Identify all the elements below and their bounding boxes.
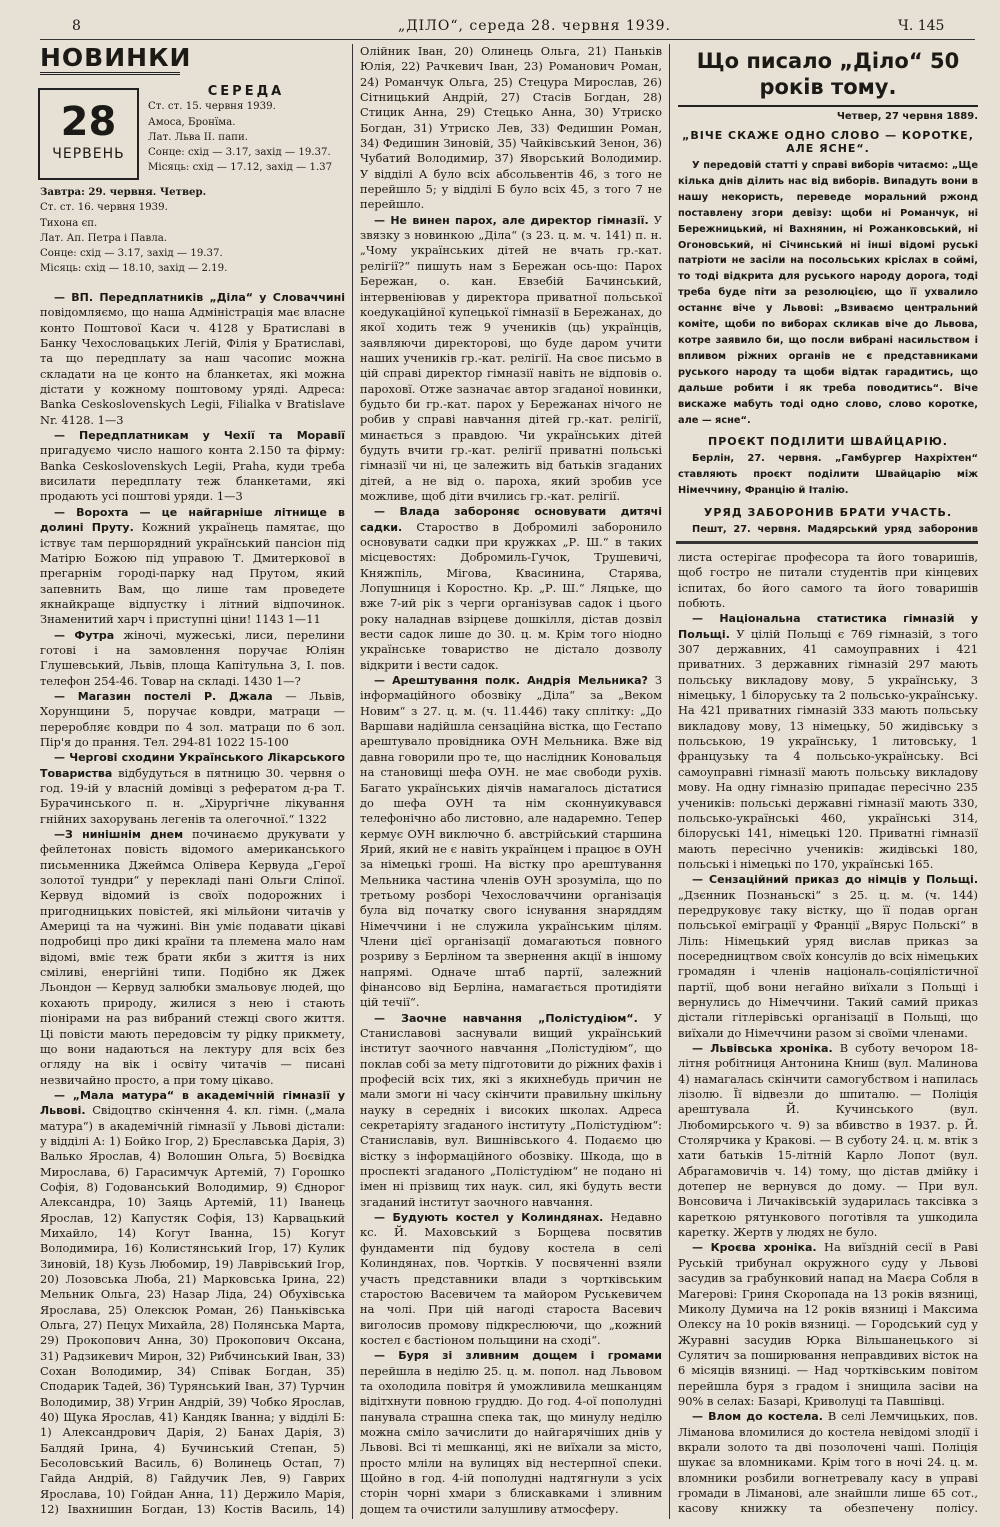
- box-headline: УРЯД ЗАБОРОНИВ БРАТИ УЧАСТЬ.: [703, 506, 953, 520]
- news-text: В суботу вечором 18-літня робітниця Антонина Книш (вул. Малинова 4) намагалась скінчити самогубством і напилась лізолю. Її відвезли до шпиталю. — Поліція арештувала Й. Кучинського (вул. Любомирського ч. 9) за вбивство в 1937. р. Й. Столярчика у Кракові. — В суботу 24. ц. м. втік з хати батьків 15-літній Карло Лопот (вул. Абрагамовичів ч. 14) тому, що дістав дмійку і дотепер не вернувся до дому. — При вул. Вонсовича і Личаківській зударилась таксівка з кареткою рятункового поготівля та ушкодила каретку. Жертв у людях не було.: [678, 1041, 978, 1240]
- news-item: [40, 827, 345, 1088]
- masthead-rule: [40, 39, 975, 40]
- tomorrow-line: Ст. ст. 16. червня 1939.: [40, 202, 168, 214]
- calendar-line: Місяць: схід — 17.12, захід — 1.37: [148, 162, 333, 174]
- calendar-line: Ст. ст. 15. червня 1939.: [148, 101, 276, 113]
- news-headline: — Магазин постелі Р. Джала: [54, 689, 273, 703]
- news-text: Свідоцтво скінчення 4. кл. гімн. („мала матура“) в академічній гімназії у Львові дістали: у відділі А: 1) Бойко Ігор, 2) Бреславська Дарія, 3) Валько Ярослав, 4) Волошин Ольга, 5) Воєвідка Мирослава, 6) Гарасимчук Артемій, 7) Горошко Софія, 8) Годованський Володимир, 9) Єднорог Александра, 10) Заяць Артемій, 11) Іванець Ярослав, 12) Капустяк Софія, 13) Карвацький Михайло, 14) Когут Іванна, 15) Когут Володимира, 16) Колистянський Ігор, 17) Кулик Зиновій, 18) Кузь Любомир, 19) Лаврівський Ігор, 20) Лозовська Люба, 21) Марковська Ірина, 22) Мельник Ольга, 23) Назар Ліда, 24) Обухівська Ярослава, 25) Олексюк Роман, 26) Паньківська Ольга, 27) Пецух Михайла, 28) Полянська Марта, 29) Прокопович Анна, 30) Прокопович Оксана, 31) Радзикевич Мирон, 32) Рибчинський Іван, 33) Сохан Володимир, 34) Співак Богдан, 35) Сподарик Тадей, 36) Турянський Іван, 37) Турчин Володимир, 38) Угрин Андрій, 39) Чобко Ярослав, 40) Щука Ярослав, 41) Кандяк Іванна; у відділі Б: 1) Александрович Дарія, 2) Банах Дарія, 3) Балдяй Ірина, 4) Бучинський Степан, 5) Бесоловський Василь, 6) Волинець Остап, 7) Гайда Андрій, 8) Гайдучик Лев, 9) Гаврих Ярослава, 10) Гойдан Анна, 11) Держило Марія, 12) Івахнишин Богдан, 13) Костів Василь, 14): [40, 1103, 345, 1515]
- news-headline: — Буря зі зливним дощем і громами: [374, 1349, 662, 1363]
- news-text: Староство в Добромилі заборонило основувати садки при кружках „Р. Ш.“ в таких місцевостях: Добромиль-Гучок, Трушевичі, Княжпіль, Мігова, Квасинина, Старява, Лопушниця і Коростно. Кр. „Р. Ш.“ Ляцьке, що вже 7-ий рік з черги організував садок і цього року наладнав взірцеве дошкілля, дістав дозвіл вести садок лише до 30. ц. м. Крім того ніодно українське товариство не дістало дозволу відкрити і вести садок.: [360, 519, 662, 672]
- news-text: відбудуться в пятницю 30. червня о год. 19-ій у власній домівці з рефератом д-ра Т. Бурачинського п. н. „Хірургічне лікування гнійних захорувань легенів та олегочної.“ 1322: [40, 765, 345, 826]
- box-text: Пешт, 27. червня. Мадярський уряд заборонив: [692, 524, 978, 536]
- issue-number: Ч. 145: [898, 18, 945, 34]
- column-1: [40, 290, 345, 1515]
- tomorrow-line: Сонце: схід — 3.17, захід — 19.37.: [40, 248, 223, 260]
- news-headline: —З нинішнім днем: [54, 828, 184, 842]
- news-headline: — Заочне навчання „Полістудіюм“.: [374, 1011, 638, 1025]
- news-item: [678, 1240, 978, 1409]
- masthead-title: „ДІЛО“, середа 28. червня 1939.: [398, 18, 671, 34]
- news-item: [360, 44, 662, 213]
- masthead: [0, 14, 1000, 38]
- news-text: починаємо друкувати у фейлетонах повість відомого американського письменника Джеймса Олівера Кервуда „Герої золотої тундри“ у перекладі пані Ольги Сліпої. Кервуд відомий із своїх подорожних і пригодницьких повістей, які мільйони читачів у Америці та на чужині. Він уміє подавати цікаві подробиці про дикі країни та племена мало нам відомі, вміє теж брати якби з життя із них сміливі, енергійні типи. Подібно як Джек Льондон — Кервуд залюбки змальовує людей, що кохають природу, жилися з нею і стають піонірами на раз вибраний стежці свого життя. Ці повісти мають передовсім ту рідку прикмету, що вони надаються на лектуру для всіх без огляду на вік і освіту читачів — писані незвичайно просто, а при тому цікаво.: [40, 827, 345, 1087]
- news-text: пригадуємо число нашого конта 2.150 та фірму: Banka Ceskoslovenskych Legii, Praha, куди треба висилати передплату теж бланкетами, які продають усі поштові уряди. 1—3: [40, 443, 345, 504]
- column-divider: [352, 44, 353, 1519]
- box-date: Четвер, 27 червня 1889.: [836, 111, 978, 122]
- news-item: [678, 550, 978, 611]
- news-item: [360, 213, 662, 505]
- news-headline: — Ворохта — це найгарніше літнище в долині Пруту.: [40, 505, 345, 535]
- news-item: [40, 505, 345, 628]
- news-item: [678, 1409, 978, 1515]
- news-headline: — Арештування полк. Андрія Мельника?: [374, 674, 648, 688]
- news-item: [40, 290, 345, 428]
- news-item: [360, 1011, 662, 1210]
- news-headline: — Влада забороняє основувати дитячі садки.: [360, 505, 662, 534]
- box-text: У передовій статті у справі виборів читаємо: „Ще кілька днів ділить нас від виборів. Випадуть вони в нашу некористь, переведе моральний ржонд поставлену згори девізу: щоби ні Романчук, ні Бережницький, ні Вахнянин, ні Рожанковський, ні Огоновський, ні Січинський ні інші відомі руські патріоти не засіли на посольських кріслах в соймі, то тоді відкрита для руського народу дорога, тоді треба буде піти за резолюцією, що її ухвалило останнє віче у Львові: „Взиваємо центральний коміте, щоби по виборах скликав віче до Львова, котре заявило би, що посли вибрані насильством і впливом ріжних органів не є представниками руського народу та щоби відтак гарадитись, що дальше робити і як треба поводитись“. Віче вискаже мабуть тоді одно слово, слово коротке, але — ясне“.: [678, 160, 978, 426]
- news-item: [40, 1088, 345, 1515]
- news-item: [40, 428, 345, 505]
- news-headline: — Передплатникам у Чехії та Моравії: [54, 429, 345, 443]
- news-item: [360, 1348, 662, 1515]
- column-2: [360, 44, 662, 1515]
- page-number: 8: [72, 18, 81, 34]
- news-text: жіночі, мужеські, лиси, перелини готові і на замовлення поручає Юліян Глушевський, Львів, площа Капітульна 3, І. пов. телефон 254-46. Товар на складі. 1430 1—?: [40, 627, 345, 688]
- news-text: Олійник Іван, 20) Олинець Ольга, 21) Паньків Юлія, 22) Рачкевич Іван, 23) Романович Роман, 24) Романчук Ольга, 25) Стецура Мирослав, 26) Сітницький Андрій, 27) Стасів Богдан, 28) Стицик Анна, 29) Стецько Анна, 30) Утриско Богдан, 31) Утриско Лев, 33) Федишин Роман, 34) Федишин Зиновій, 35) Чайківський Зенон, 36) Чубатий Володимир, 37) Яворський Володимир. У відділі А було всіх абсольвентів 46, з того не перейшло 5; у відділі Б було всіх 45, з того 7 не перейшло.: [360, 44, 662, 212]
- column-3: [678, 550, 978, 1515]
- news-headline: — Львівська хроніка.: [692, 1042, 833, 1055]
- news-text: повідомляємо, що наша Адміністрація має власне конто Поштової Каси ч. 4128 у Братиславі в Банку Чехословацьких Легій, Філія у Братиславі, та що передплату за наш часопис можна складати на це конто на бланкетах, які можна дістати у кожному поштовому уряді. Адреса: Banka Ceskoslovenskych Legii, Filialka v Bratislave Nr. 4128. 1—3: [40, 305, 345, 427]
- news-item: [678, 611, 978, 872]
- news-text: В селі Лемчицьких, пов. Ліманова вломилися до костела невідомі злодії і вкрали золото та дві позолочені чаші. Поліція шукає за вломниками. Крім того в ночі 24. ц. м. вломники розбили вогнетревалу касу в управі громади в Ліманові, але знайшли лише 65 сот., касову книжку та обезпечену полісу.: [678, 1409, 978, 1515]
- news-text: — Львів, Хорунщини 5, поручає ковдри, матраци — переробляє ковдри по 4 зол. матраци по 6 зол. Пір'я до прання. Тел. 294-81 1022 15-100: [40, 688, 345, 749]
- news-item: [360, 1210, 662, 1348]
- box-headline: „ВІЧЕ СКАЖЕ ОДНО СЛОВО — КОРОТКЕ, АЛЕ ЯСНЕ“.: [682, 129, 974, 155]
- news-item: [40, 628, 345, 689]
- tomorrow-line: Завтра: 29. червня. Четвер.: [40, 186, 207, 198]
- news-headline: — „Мала матура“ в академічній гімназії у Львові.: [40, 1088, 345, 1118]
- news-text: У цілій Польщі є 769 гімназій, з того 307 державних, 41 самоуправних і 421 приватних. З державних гімназій 297 мають польську викладову мову, 5 українську, 3 німецьку, 1 білоруську та 2 польсько-українську. На 421 приватних гімназій 333 мають польську викладову мову, 13 німецьку, 50 жидівську з польською, 19 українську, 1 литовську, 1 французьку та 4 польсько-українську. Всі самоуправні гімназії мають польську викладову мову. На одну гімназію припадає пересічно 235 учеників: польські державні гімназії мають 330, польсько-українські 460, українські 314, білоруські 141, німецькі 120. Приватні гімназії мають пересічно учеників: жидівські 180, польські і німецькі по 170, українські 165.: [678, 626, 978, 871]
- news-item: [678, 1041, 978, 1240]
- news-headline: — Будують костел у Колиндянах.: [374, 1211, 604, 1225]
- news-headline: — Кроєва хроніка.: [692, 1241, 817, 1255]
- news-text: У звязку з новинкою „Діла“ (з 23. ц. м. ч. 141) п. н. „Чому українських дітей не вчать гр.-кат. релігії?“ пишуть нам з Бережан ось-що: Парох Бережан, о. кан. Евзебій Бачинський, інтервеніював у директора приватної польської коедукаційної купецької гімназії в Бережанах, до якої ходить теж 9 учеників (ць) українців, заявляючи директорові, що буде даром учити наших учеників гр.-кат. релігії. На своє письмо в цій справі директор гімназії навіть не відповів о. пароховї. Отже зазначає автор згаданої новинки, будьто би гр.-кат. парох у Бережанах нічого не робив у справі навчання дітей гр.-кат. релігії, минається з правдою. Чи українських дітей будуть вчити гр.-кат. релігії приватні польські гімназії чи ні, це залежить від батьків згаданих дітей, а не від о. пароха, який зробив усе можливе, щоб діти вчились гр.-кат. релігії.: [360, 212, 662, 503]
- news-headline: — Чергові сходини Українського Лікарського Товариства: [40, 751, 345, 780]
- news-item: [40, 689, 345, 750]
- tomorrow-info: [40, 185, 345, 277]
- tomorrow-line: Тихона єп.: [40, 217, 98, 229]
- news-text: Недавно кс. Й. Маховський з Борщева посвятив фундаменти під будову костела в селі Колиндянах, пов. Чортків. У посвяченні взяли участь представники влади з чортківським старостою Васевичем та майором Руськевичем на чолі. При цій нагоді староста Васевич виголосив промову підкреслюючи, що „кожний костел є бастіоном польщини на сході“.: [360, 1210, 662, 1347]
- box-title: Що писало „Діло“ 50 років тому.: [678, 48, 978, 107]
- calendar-info: [148, 84, 344, 176]
- box-bottom-rule: [676, 541, 978, 544]
- column-divider: [669, 44, 670, 1519]
- calendar-line: Амоса, Бронїма.: [148, 116, 236, 128]
- news-headline: — Національна статистика гімназій у Польщі.: [678, 612, 978, 641]
- box-headline: ПРОЄКТ ПОДІЛИТИ ШВАЙЦАРІЮ.: [707, 435, 948, 449]
- calendar-day: 28: [60, 99, 117, 145]
- news-text: „Дзєнник Познаньскі“ з 25. ц. м. (ч. 144) передруковує таку вістку, що її подав орган польської еміграції у Франції „Вярус Польскі“ в Ліль: Німецький уряд вислав приказ за посередництвом своїх консулів до всіх німецьких громадян і членів національ-соціялістичної партії, щоб вони негайно виїхали з Польщі і вернулись до Німеччини. Такий самий приказ дістали гітлерівські організації в Польщі, що виїхали до Німеччини разом зі своїми членами.: [678, 887, 978, 1040]
- news-headline: — Не винен парох, але директор гімназії.: [374, 213, 649, 227]
- tomorrow-line: Лат. Ап. Петра і Павла.: [40, 232, 168, 244]
- calendar-weekday: СЕРЕДА: [207, 84, 285, 99]
- news-headline: — ВП. Передплатників „Діла“ у Словаччині: [54, 291, 345, 304]
- news-headline: — Футра: [54, 628, 115, 642]
- news-text: У Станиславові заснували вищий український інститут заочного навчання „Полістудіюм“, що поклав собі за мету підготовити до ріжних фахів і професій всіх тих, які з якихнебудь причин не мали змоги ні часу скінчити правильну шкільну науку в середніх і високих школах. Адреса секретаріяту згаданого інституту „Полістудіюм“: Станиславів, вул. Вишнівського 4. Подаємо цю вістку з інформаційного обозвіку. Шкода, що в проспекті згаданого „Полістудіюм“ не подано ні імен ні прізвищ тих наук. сил, які будуть вести згаданий інститут заочного навчання.: [360, 1010, 662, 1209]
- news-item: [360, 673, 662, 1011]
- section-title: НОВИНКИ: [40, 44, 180, 75]
- news-headline: — Сензаційний приказ до німців у Польщі.: [692, 873, 978, 887]
- news-item: [360, 504, 662, 673]
- news-text: перейшла в неділю 25. ц. м. попол. над Львовом та охолодила повітря й уможливила мешканцям відітхнути повною груддю. До год. 4-ої пополудні панувала страшна спека так, що минулу неділю можна сміло зачислити до найгарячіших днів у Львові. Всі ті мешканці, які не виїхали за місто, просто мліли на вулицях від нестерпної спеки. Щойно в год. 4-ій пополудні надтягнули з усіх сторін чорні хмари з блискавками і зливним дощем та очистили залушливу атмосферу.: [360, 1363, 662, 1515]
- calendar-month: ЧЕРВЕНЬ: [52, 146, 125, 162]
- news-text: листа остерігає професора та його товаришів, щоб гостро не питали студентів при кінцевих іспитах, бо його самого та його товаришів побють.: [678, 550, 978, 611]
- tomorrow-line: Місяць: схід — 18.10, захід — 2.19.: [40, 263, 228, 275]
- news-item: [678, 872, 978, 1041]
- news-item: [40, 750, 345, 827]
- news-headline: — Влом до костела.: [692, 1410, 823, 1424]
- news-text: З інформаційного обозвіку „Діла“ за „Веком Новим“ з 27. ц. м. (ч. 11.446) таку сплітку: „До Варшави надійшла сензаційна вістка, що Гестапо арештувало провідника ОУН Мельника. Вже від давна говорили про те, що наслідник Коновальця на становищі шефа ОУН. не має свободи рухів. Багато українських діячів намагалось дістатися до шефа ОУН та нім сконнуикувався телефонічно або листовно, але надаремно. Тепер кермує ОУН виключно б. австрійський старшина Ярий, який не є навіть українцем і працює в ОУН за німецькі гроші. На вістку про арештування Мельника частина членів ОУН зрозуміла, що по третьому розборі Чехословаччини організація була від початку свого існування знаряддям Німеччини і не служила українським цілям. Члени цієї організації домагаються повного розриву з Берліном та звернення акції в іншому напрямі. Одначе штаб партії, залежний фінансово від Берліна, намагається протидіяти цій течії“.: [360, 673, 662, 1010]
- calendar-line: Лат. Льва II. папи.: [148, 131, 248, 143]
- calendar-box: [38, 88, 139, 180]
- fifty-years-ago-box: [678, 48, 978, 538]
- news-text: Кожний українець памятає, що іствує там першорядний український пансіон під Матірю Божою під управою Т. Дмитеркової в прегарнім городі-парку над Прутом, який запевнить Вам, що лише там проведете якнайкраще відпустку і літний відпочинок. Знаменитий харч і приступні ціни! 1143 1—11: [40, 520, 345, 627]
- box-text: Берлін, 27. червня. „Гамбургер Нахріхтен“ ставляють проєкт поділити Швайцарію між Німеччину, Францію й Італію.: [678, 453, 978, 497]
- calendar-line: Сонце: схід — 3.17, захід — 19.37.: [148, 147, 331, 159]
- news-text: На виїздній сесії в Раві Руській трибунал окружного суду у Львові засудив за грабунковий напад на Маєра Собля в Магерові: Гриня Скоропада на 13 років вязниці, Миколу Думича на 12 років вязниці і Максима Олексу на 10 років вязниці. — Городський суд у Журавні засудив Юрка Вільшанецького зі Сулятич за поширювання неправдивих вісток на 6 місяців вязниці. — Над чортківським повітом перейшла буря з градом і знищила засіви на 90% в селах: Базарі, Криволуці та Павшівці.: [678, 1240, 978, 1408]
